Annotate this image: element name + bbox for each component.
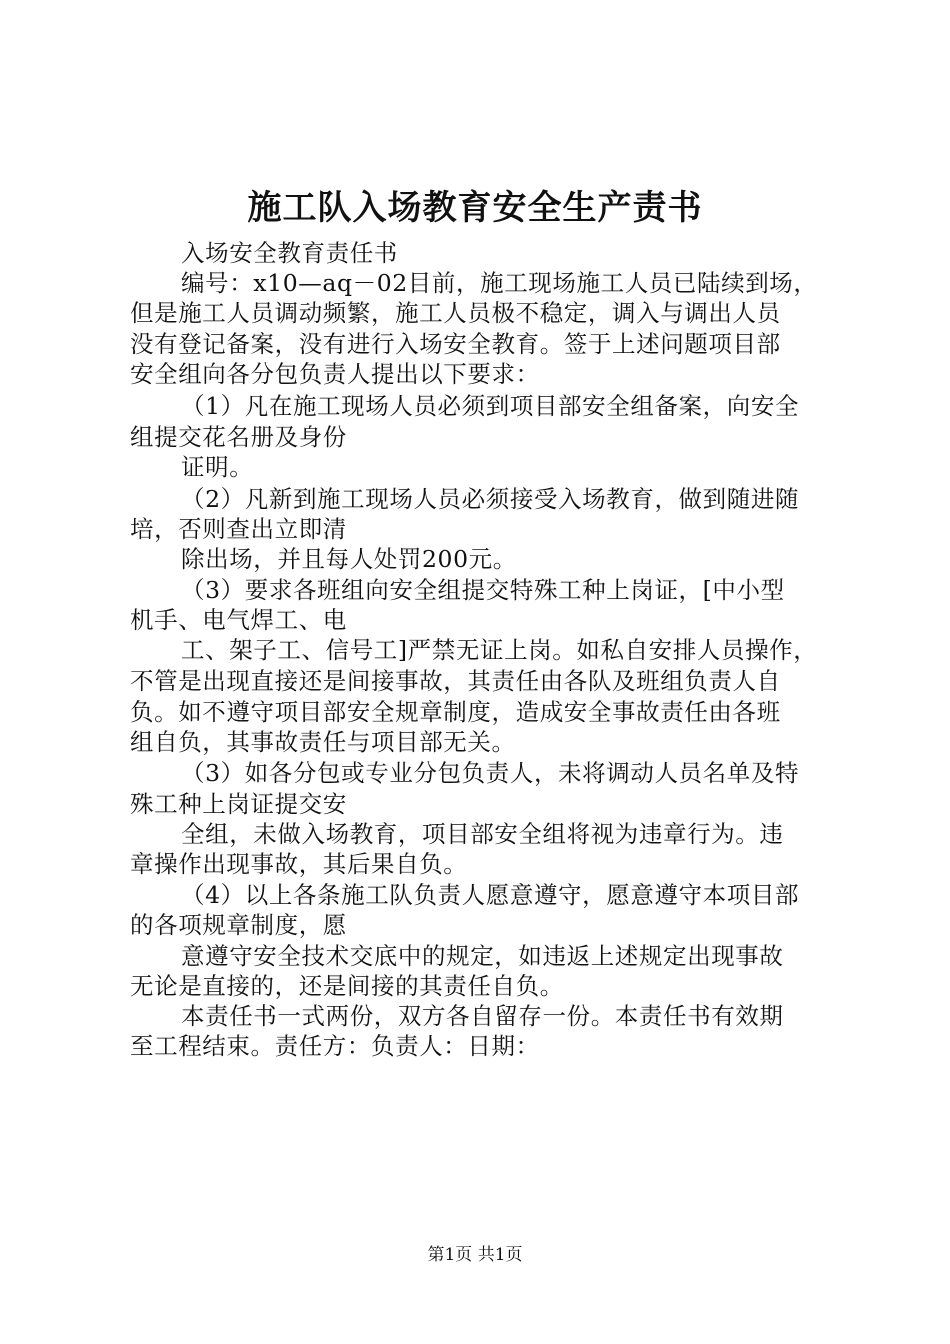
body-line: 证明。 (181, 453, 254, 481)
body-line: 没有登记备案，没有进行入场安全教育。签于上述问题项目部 (130, 330, 781, 358)
page-number-footer: 第1页 共1页 (427, 1245, 523, 1265)
body-line: 负。如不遵守项目部安全规章制度，造成安全事故责任由各班 (130, 698, 781, 726)
body-line: （3）如各分包或专业分包负责人，未将调动人员名单及特 (181, 759, 800, 787)
body-line: 除出场，并且每人处罚200元。 (181, 545, 517, 573)
body-line: （2）凡新到施工现场人员必须接受入场教育，做到随进随 (181, 485, 800, 513)
body-line: 意遵守安全技术交底中的规定，如违返上述规定出现事故 (181, 942, 784, 970)
body-line: 入场安全教育责任书 (181, 239, 398, 267)
body-line: 不管是出现直接还是间接事故，其责任由各队及班组负责人自 (130, 667, 781, 695)
body-line: 本责任书一式两份，双方各自留存一份。本责任书有效期 (181, 1002, 784, 1030)
body-line: 工、架子工、信号工]严禁无证上岗。如私自安排人员操作， (181, 636, 818, 664)
body-line: 殊工种上岗证提交安 (130, 790, 347, 818)
body-line: （1）凡在施工现场人员必须到项目部安全组备案，向安全 (181, 392, 800, 420)
body-line: 组提交花名册及身份 (130, 423, 347, 451)
body-line: 组自负，其事故责任与项目部无关。 (130, 728, 516, 756)
body-line: 机手、电气焊工、电 (130, 606, 347, 634)
document-title: 施工队入场教育安全生产责书 (247, 188, 703, 228)
body-line: 至工程结束。责任方：负责人：日期： (130, 1032, 540, 1060)
body-line: 章操作出现事故，其后果自负。 (130, 850, 468, 878)
body-line: （3）要求各班组向安全组提交特殊工种上岗证，[中小型 (181, 576, 785, 604)
body-line: 编号：x10—aq－02目前，施工现场施工人员已陆续到场， (181, 269, 818, 297)
body-line: （4）以上各条施工队负责人愿意遵守，愿意遵守本项目部 (181, 881, 800, 909)
body-line: 的各项规章制度，愿 (130, 911, 347, 939)
body-line: 但是施工人员调动频繁，施工人员极不稳定，调入与调出人员 (130, 299, 781, 327)
body-line: 培，否则查出立即清 (130, 515, 347, 543)
body-line: 安全组向各分包负责人提出以下要求： (130, 360, 540, 388)
body-line: 无论是直接的，还是间接的其责任自负。 (130, 972, 564, 1000)
body-line: 全组，未做入场教育，项目部安全组将视为违章行为。违 (181, 820, 784, 848)
